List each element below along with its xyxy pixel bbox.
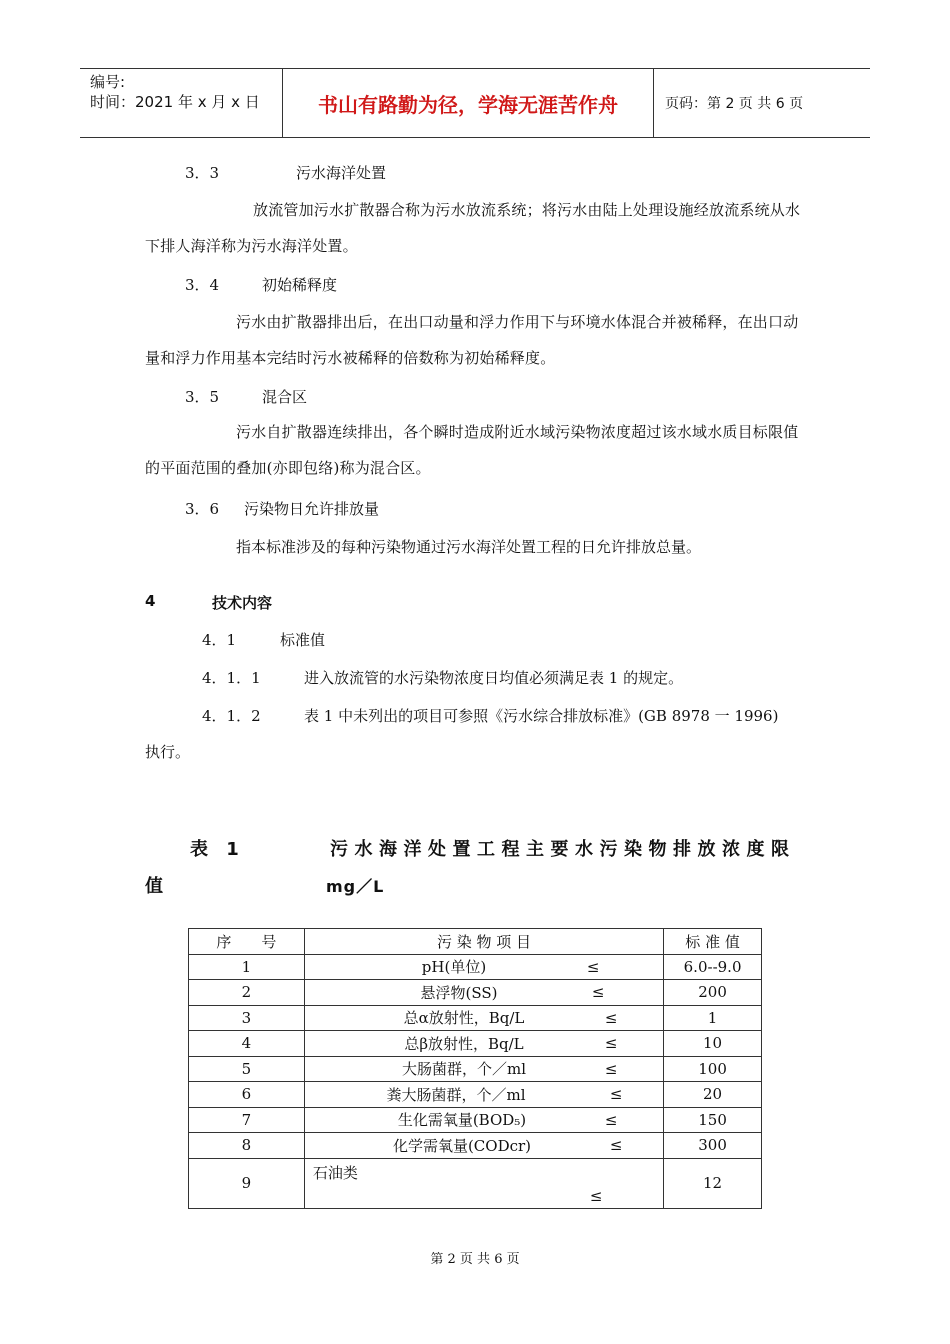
table-caption-title: 污水海洋处置工程主要水污染物排放浓度限: [330, 839, 796, 860]
row-op: ≤: [586, 957, 600, 976]
row-value: 100: [664, 1056, 762, 1082]
row-no: 3: [189, 1005, 305, 1031]
header-page-info: 页码：第 2 页 共 6 页: [665, 96, 804, 112]
table-row: [189, 1158, 762, 1208]
row-item-cell: [304, 1082, 663, 1108]
table-row: [189, 980, 762, 1006]
table-row: [189, 1056, 762, 1082]
table-header-row: [189, 929, 762, 955]
row-op: ≤: [604, 1008, 618, 1027]
section-3-6-title: 污染物日允许排放量: [244, 500, 380, 518]
section-3-3-title: 污水海洋处置: [296, 164, 387, 182]
col-header-value: 标 准 值: [664, 929, 762, 955]
row-op: ≤: [609, 1136, 623, 1154]
row-value: 1: [664, 1005, 762, 1031]
row-item: 粪大肠菌群，个／ml: [386, 1085, 526, 1104]
row-item-cell: [304, 980, 663, 1006]
row-no: 4: [189, 1031, 305, 1057]
header-motto: 书山有路勤为径，学海无涯苦作舟: [283, 69, 654, 137]
page-header: [80, 68, 870, 138]
table-row: [189, 1031, 762, 1057]
section-4-1-2-num: 4．1．2: [202, 707, 261, 725]
row-no: 9: [189, 1158, 305, 1208]
section-3-6-num: 3．6: [185, 500, 220, 518]
section-3-4-text: 污水由扩散器排出后，在出口动量和浮力作用下与环境水体混合并被稀释，在出口动量和浮力作用基本完结时污水被稀释的倍数称为初始稀释度。: [145, 313, 799, 367]
row-no: 5: [189, 1056, 305, 1082]
row-no: 2: [189, 980, 305, 1006]
row-op: ≤: [589, 1186, 603, 1205]
table-caption-title-cont: 值: [145, 876, 169, 897]
row-op: ≤: [604, 1034, 618, 1052]
section-4-1-2-text: 表 1 中未列出的项目可参照《污水综合排放标准》(GB 8978 一 1996): [304, 707, 779, 725]
section-4-1-1-num: 4．1．1: [202, 669, 261, 687]
row-item: pH(单位): [421, 958, 487, 977]
doc-time-label: 时间：2021 年 x 月 x 日: [90, 93, 260, 111]
row-item-cell: [304, 1133, 663, 1159]
section-3-6-text: 指本标准涉及的每种污染物通过污水海洋处置工程的日允许排放总量。: [236, 538, 702, 556]
row-value: 6.0--9.0: [664, 954, 762, 980]
col-header-no: 序 号: [189, 929, 305, 955]
row-value: 200: [664, 980, 762, 1006]
row-value: 300: [664, 1133, 762, 1159]
section-3-4-title: 初始稀释度: [262, 276, 338, 294]
row-item: 总β放射性，Bq/L: [404, 1034, 524, 1053]
section-4-1-title: 标准值: [280, 631, 326, 649]
table-caption-unit: mg／L: [326, 877, 385, 896]
doc-number-label: 编号:: [90, 73, 126, 91]
row-item-cell: [304, 1005, 663, 1031]
row-item: 石油类: [312, 1163, 358, 1182]
table-row: [189, 1133, 762, 1159]
row-no: 1: [189, 954, 305, 980]
row-item: 总α放射性，Bq/L: [403, 1009, 525, 1028]
row-op: ≤: [591, 983, 605, 1001]
col-header-item: 污 染 物 项 目: [304, 929, 663, 955]
section-4-num: 4: [145, 592, 156, 610]
row-item: 悬浮物(SS): [420, 983, 498, 1002]
row-op: ≤: [604, 1059, 618, 1078]
section-3-3-num: 3．3: [185, 164, 220, 182]
section-4-1-num: 4．1: [202, 631, 237, 649]
section-3-5-text: 污水自扩散器连续排出，各个瞬时造成附近水域污染物浓度超过该水域水质目标限值的平面范围的叠加(亦即包络)称为混合区。: [145, 423, 799, 477]
row-value: 150: [664, 1107, 762, 1133]
table-row: [189, 1005, 762, 1031]
row-value: 10: [664, 1031, 762, 1057]
section-4-1-2-text-cont: 执行。: [145, 743, 191, 761]
header-meta: [80, 69, 283, 137]
row-item-cell: [304, 1107, 663, 1133]
row-item: 大肠菌群，个／ml: [401, 1060, 526, 1079]
pollutant-limits-table: [188, 928, 762, 1209]
row-item-cell: [304, 1056, 663, 1082]
section-4-title: 技术内容: [212, 594, 273, 612]
row-item-cell: [304, 1031, 663, 1057]
table-row: [189, 1082, 762, 1108]
page-footer: 第 2 页 共 6 页: [430, 1252, 520, 1267]
row-op: ≤: [609, 1085, 623, 1103]
section-3-5-num: 3．5: [185, 388, 220, 406]
section-3-5-title: 混合区: [262, 388, 308, 406]
section-4-1-1-text: 进入放流管的水污染物浓度日均值必须满足表 1 的规定。: [304, 669, 684, 687]
table-caption-label: 表 1: [190, 839, 245, 860]
table-row: [189, 954, 762, 980]
row-value: 20: [664, 1082, 762, 1108]
section-3-4-num: 3．4: [185, 276, 220, 294]
row-item: 化学需氧量(CODcr): [392, 1136, 532, 1155]
row-item: 生化需氧量(BOD₅): [397, 1111, 527, 1130]
row-no: 8: [189, 1133, 305, 1159]
row-op: ≤: [604, 1110, 618, 1129]
row-item-cell: [304, 1158, 663, 1208]
row-value: 12: [664, 1158, 762, 1208]
row-item-cell: [304, 954, 663, 980]
row-no: 6: [189, 1082, 305, 1108]
row-no: 7: [189, 1107, 305, 1133]
section-3-3-text: 放流管加污水扩散器合称为污水放流系统；将污水由陆上处理设施经放流系统从水下排人海洋称为污水海洋处置。: [145, 201, 801, 255]
table-row: [189, 1107, 762, 1133]
